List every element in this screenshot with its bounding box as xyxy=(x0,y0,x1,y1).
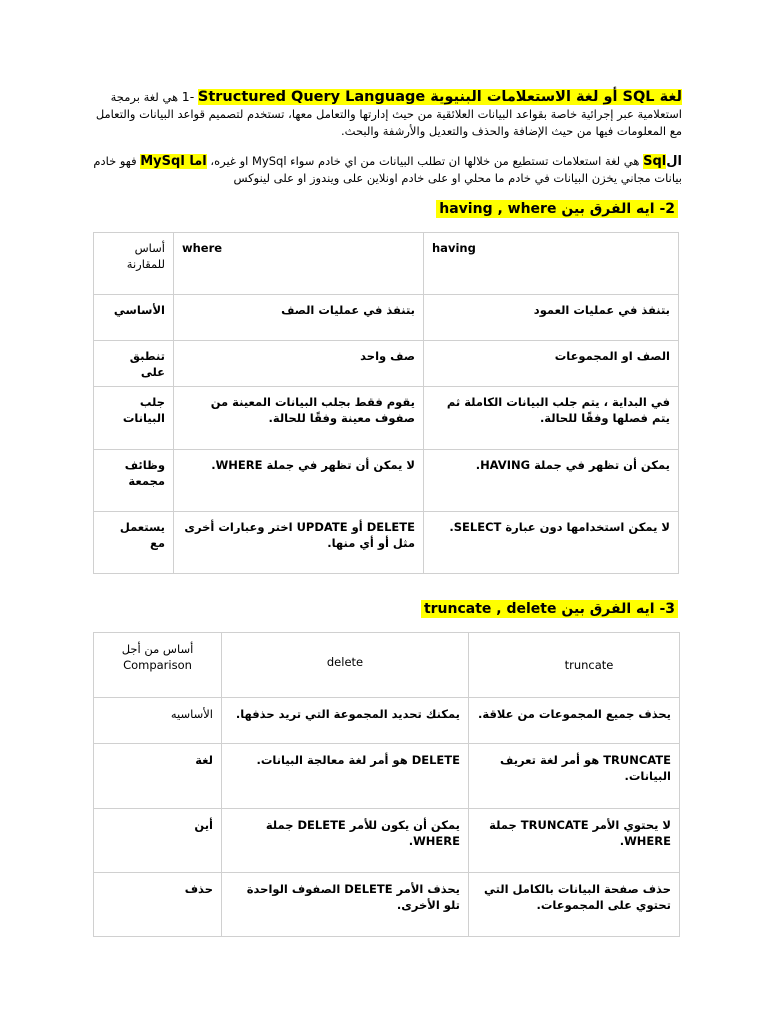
table-header-row xyxy=(94,233,679,295)
intro-body: هي لغة برمجة استعلامية عبر إجرائية خاصة بقواعد البيانات العلائقية من حيث إدارتها والتعامل معها، تستخدم لتصميم قواعد البيانات والتعامل مع المعلومات فيها من حيث الإضافة والحذف والتعديل والأرشفة والبحث. xyxy=(95,90,682,138)
table-cell: حذف xyxy=(184,882,213,896)
sql-paragraph xyxy=(92,153,682,187)
header-cell: truncate xyxy=(564,658,614,672)
table-cell: في البداية ، يتم جلب البيانات الكاملة ثم يتم فصلها وفقًا للحالة. xyxy=(446,395,670,425)
table-cell: تنطبق على xyxy=(129,349,165,379)
table-row xyxy=(94,387,679,450)
table-row xyxy=(94,698,680,744)
intro-paragraph xyxy=(92,88,682,140)
header-cell: أساس للمقارنة xyxy=(126,241,165,271)
table-row xyxy=(94,450,679,512)
table-cell: يحذف جميع المجموعات من علاقة. xyxy=(477,707,671,721)
table-row xyxy=(94,512,679,574)
table-cell: DELETE هو أمر لغة معالجة البيانات. xyxy=(256,753,460,767)
sql-text-2: فهو خادم بيانات مجاني يخزن البيانات في خادم ما محلي او على خادم اونلاين على ويندوز او على لينوكس xyxy=(93,154,682,185)
intro-title-en: Structured Query Language xyxy=(197,89,426,105)
amma-word: اما xyxy=(189,154,207,169)
header-cell: where xyxy=(182,241,223,255)
table-cell: بتنفذ في عمليات الصف xyxy=(281,303,415,317)
section2-heading-text: 2- ايه الفرق بين having , where xyxy=(436,200,678,218)
table-row xyxy=(94,809,680,873)
having-where-table xyxy=(93,232,679,574)
header-cell: delete xyxy=(326,655,364,669)
table-cell: وظائف مجمعة xyxy=(124,458,165,488)
table-cell: يستعمل مع xyxy=(119,520,165,550)
table-cell: يمكن أن تظهر في جملة HAVING. xyxy=(475,458,670,472)
mysql-highlight xyxy=(140,154,206,169)
table-cell: صف واحد xyxy=(360,349,415,363)
table-cell: لا يحتوي الأمر TRUNCATE جملة WHERE. xyxy=(489,818,671,848)
intro-number: 1- xyxy=(181,89,195,104)
table-row xyxy=(94,744,680,809)
table-cell: يمكنك تحديد المجموعة التي تريد حذفها. xyxy=(235,707,460,721)
table-row xyxy=(94,295,679,341)
table-cell: الأساسيه xyxy=(170,707,213,721)
section3-heading xyxy=(421,601,678,617)
header-cell: أساس من أجل Comparison xyxy=(121,642,194,672)
intro-title-ar: لغة SQL أو لغة الاستعلامات البنيوية xyxy=(430,89,682,105)
mysql-word: MySql xyxy=(140,154,185,169)
table-cell: TRUNCATE هو أمر لغة تعريف البيانات. xyxy=(500,753,671,783)
table-cell: يمكن أن يكون للأمر DELETE جملة WHERE. xyxy=(265,818,460,848)
truncate-delete-table xyxy=(93,632,680,937)
table-cell: أين xyxy=(194,818,213,832)
table-cell: لا يمكن أن تظهر في جملة WHERE. xyxy=(211,458,415,472)
sql-highlight: Sql xyxy=(643,154,667,169)
section3-heading-text: 3- ايه الفرق بين truncate , delete xyxy=(421,600,678,618)
table-cell: جلب البيانات xyxy=(122,395,165,425)
table-cell: لغة xyxy=(195,753,213,767)
table-cell: الأساسي xyxy=(113,303,165,317)
intro-title xyxy=(198,89,682,105)
table-cell: يحذف الأمر DELETE الصفوف الواحدة تلو الأخرى. xyxy=(246,882,460,912)
table-row xyxy=(94,341,679,387)
table-header-row xyxy=(94,633,680,698)
table-cell: بتنفذ في عمليات العمود xyxy=(533,303,670,317)
header-cell: having xyxy=(432,241,476,255)
table-cell: DELETE أو UPDATE اختر وعبارات أخرى مثل أو أي منها. xyxy=(184,520,415,550)
sql-text-1: هي لغة استعلامات تستطيع من خلالها ان تطلب البيانات من اي خادم سواء MySql او غيره، xyxy=(210,154,640,168)
table-row xyxy=(94,873,680,937)
table-cell: الصف او المجموعات xyxy=(554,349,670,363)
table-cell: يقوم فقط بجلب البيانات المعينة من صفوف معينة وفقًا للحالة. xyxy=(210,395,415,425)
table-cell: حذف صفحة البيانات بالكامل التي تحتوي على المجموعات. xyxy=(483,882,671,912)
section2-heading xyxy=(436,201,678,217)
sql-prefix: ال xyxy=(666,154,682,169)
table-cell: لا يمكن استخدامها دون عبارة SELECT. xyxy=(449,520,670,534)
